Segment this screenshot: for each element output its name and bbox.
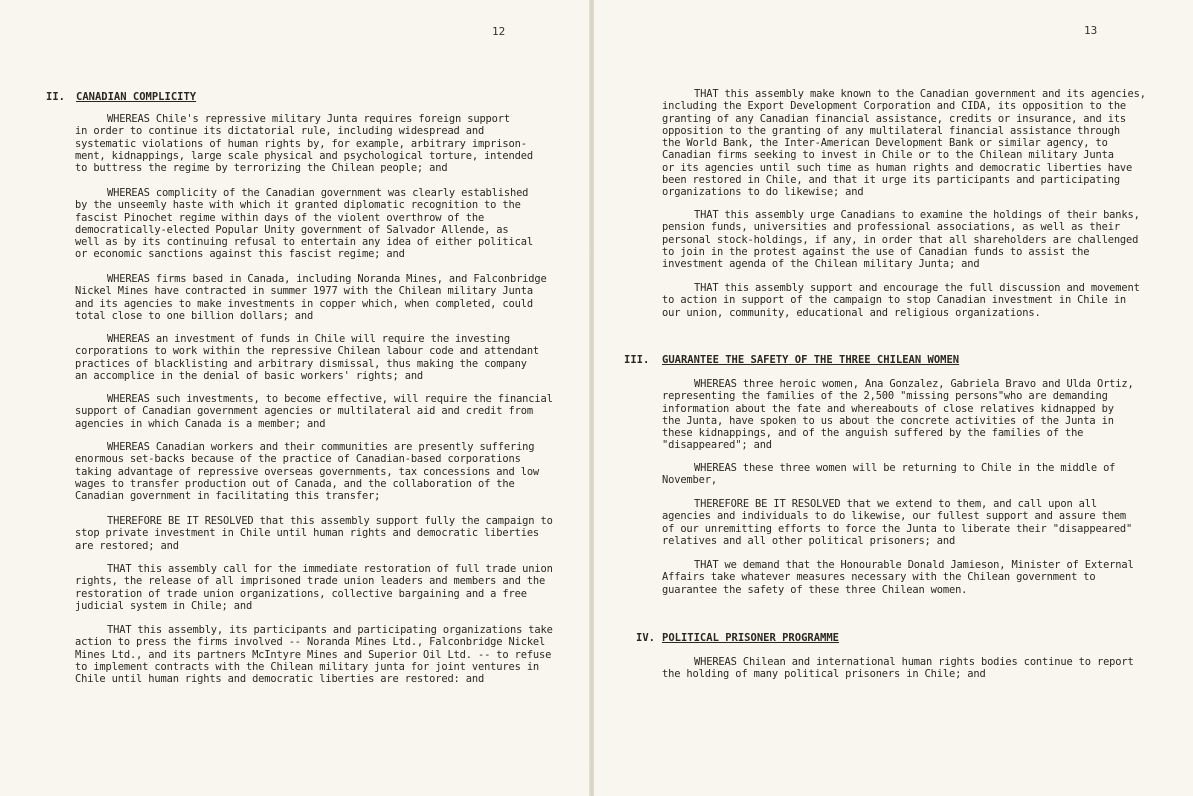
paragraph: [75, 333, 539, 382]
paragraph-line: pension funds, universities and professional associations, as well as their: [662, 221, 1120, 234]
paragraph: [75, 187, 533, 261]
paragraph: [662, 282, 1140, 319]
paragraph-line: November,: [662, 474, 717, 487]
paragraph-line: enormous set-backs because of the practice of Canadian-based corporations: [75, 453, 521, 466]
paragraph: [662, 462, 1115, 487]
paragraph-line: been restored in Chile, and that it urge its participants and participating: [662, 174, 1120, 187]
paragraph-line: fascist Pinochet regime within days of the violent overthrow of the: [75, 211, 485, 224]
section-number: III.: [624, 354, 650, 366]
paragraph-line: systematic violations of human rights by, for example, arbitrary imprison-: [75, 137, 527, 150]
paragraph-line: WHEREAS three heroic women, Ana Gonzalez, Gabriela Bravo and Ulda Ortiz,: [694, 378, 1134, 390]
paragraph-line: ment, kidnappings, large scale physical and psychological torture, intended: [75, 149, 533, 162]
paragraph-line: total close to one billion dollars; and: [75, 309, 314, 322]
paragraph-line: or its agencies until such time as human rights and democratic liberties have: [662, 161, 1133, 174]
paragraph-line: WHEREAS firms based in Canada, including Noranda Mines, and Falconbridge: [107, 273, 547, 285]
paragraph-line: to join in the protest against the use of Canadian funds to assist the: [662, 245, 1090, 258]
section-heading-ii: [46, 91, 196, 103]
paragraph-line: THAT this assembly make known to the Canadian government and its agencies,: [694, 88, 1146, 100]
paragraph-line: to action in support of the campaign to stop Canadian investment in Chile in: [662, 294, 1127, 307]
paragraph-line: THAT this assembly support and encourage the full discussion and movement: [694, 282, 1140, 294]
paragraph-line: agencies in which Canada is a member; and: [75, 417, 326, 430]
paragraph-line: to buttress the regime by terrorizing the Chilean people; and: [75, 162, 448, 175]
paragraph-line: granting of any Canadian financial assistance, credits or insurance, and its: [662, 112, 1127, 125]
paragraph-line: the Junta, have spoken to us about the concrete activities of the Junta in: [662, 414, 1114, 427]
paragraph-line: the World Bank, the Inter-American Development Bank or similar agency, to: [662, 137, 1108, 150]
page-number-left: 12: [492, 25, 506, 38]
paragraph-line: the holding of many political prisoners in Chile; and: [662, 668, 986, 681]
paragraph-line: to implement contracts with the Chilean military junta for joint ventures in: [75, 660, 540, 673]
paragraph-line: WHEREAS such investments, to become effective, will require the financial: [107, 393, 553, 405]
paragraph: [75, 624, 553, 685]
paragraph-line: THAT this assembly, its participants and participating organizations take: [107, 624, 553, 636]
paragraph-line: Canadian firms seeking to invest in Chile or to the Chilean military Junta: [662, 149, 1114, 162]
paragraph-line: opposition to the granting of any multilateral financial assistance through: [662, 124, 1120, 137]
paragraph-line: Mines Ltd., and its partners McIntyre Mines and Superior Oil Ltd. -- to refuse: [75, 648, 552, 661]
paragraph-line: relatives and all other political prisoners; and: [662, 534, 956, 547]
paragraph-line: practices of blacklisting and arbitrary dismissal, thus making the company: [75, 357, 527, 370]
paragraph-line: "disappeared"; and: [662, 439, 772, 452]
paragraph: [75, 273, 547, 322]
paragraph-line: an accomplice in the denial of basic workers' rights; and: [75, 369, 424, 382]
paragraph-line: THEREFORE BE IT RESOLVED that we extend to them, and call upon all: [694, 498, 1097, 510]
paragraph-line: WHEREAS Chile's repressive military Junta requires foreign support: [107, 113, 510, 125]
paragraph-line: THAT this assembly call for the immediate restoration of full trade union: [107, 563, 553, 575]
paragraph-line: including the Export Development Corporation and CIDA, its opposition to the: [662, 100, 1127, 113]
paragraph-line: WHEREAS complicity of the Canadian government was clearly established: [107, 187, 529, 199]
paragraph-line: Nickel Mines have contracted in summer 1977 with the Chilean military Junta: [75, 285, 533, 298]
paragraph: [75, 393, 553, 430]
section-title: GUARANTEE THE SAFETY OF THE THREE CHILEAN WOMEN: [662, 354, 960, 366]
paragraph-line: these kidnappings, and of the anguish suffered by the families of the: [662, 427, 1084, 440]
paragraph-line: Chile until human rights and democratic liberties are restored: and: [75, 673, 485, 686]
section-heading-iv: [636, 632, 839, 644]
paragraph-line: by the unseemly haste with which it granted diplomatic recognition to the: [75, 199, 521, 212]
paragraph-line: personal stock-holdings, if any, in order that all shareholders are challenged: [662, 233, 1139, 246]
paragraph-line: representing the families of the 2,500 "missing persons"who are demanding: [662, 390, 1108, 403]
paragraph-line: agencies and individuals to do likewise, our fullest support and assure them: [662, 510, 1127, 523]
paragraph: [75, 563, 553, 612]
section-title: POLITICAL PRISONER PROGRAMME: [662, 632, 840, 644]
paragraph: [662, 559, 1134, 596]
paragraph-line: or economic sanctions against this fascist regime; and: [75, 248, 405, 261]
paragraph-line: democratically-elected Popular Unity government of Salvador Allende, as: [75, 223, 509, 236]
paragraph-line: wages to transfer production out of Canada, and the collaboration of the: [75, 477, 515, 490]
paragraph-line: judicial system in Chile; and: [75, 599, 253, 612]
paragraph: [662, 209, 1140, 270]
paragraph-line: are restored; and: [75, 539, 179, 552]
paragraph-line: in order to continue its dictatorial rule, including widespread and: [75, 125, 485, 138]
paragraph-line: our union, community, educational and religious organizations.: [662, 306, 1041, 319]
paragraph: [662, 498, 1132, 547]
paragraph-line: THEREFORE BE IT RESOLVED that this assembly support fully the campaign to: [107, 515, 553, 527]
section-heading-iii: [624, 354, 959, 366]
paragraph-line: Affairs take whatever measures necessary with the Chilean government to: [662, 571, 1096, 584]
paragraph-line: WHEREAS an investment of funds in Chile will require the investing: [107, 333, 510, 345]
paragraph-line: and its agencies to make investments in copper which, when completed, could: [75, 297, 533, 310]
paragraph: [662, 88, 1146, 199]
section-number: IV.: [636, 632, 655, 644]
page-number-right: 13: [1084, 24, 1098, 37]
paragraph-line: WHEREAS these three women will be returning to Chile in the middle of: [694, 462, 1116, 474]
section-number: II.: [46, 91, 65, 103]
paragraph: [75, 515, 553, 552]
paragraph-line: well as by its continuing refusal to entertain any idea of either political: [75, 236, 533, 249]
paragraph: [662, 378, 1134, 452]
paragraph-line: THAT this assembly urge Canadians to examine the holdings of their banks,: [694, 209, 1140, 221]
paragraph: [75, 113, 533, 174]
paragraph-line: WHEREAS Canadian workers and their communities are presently suffering: [107, 441, 535, 453]
paragraph-line: WHEREAS Chilean and international human rights bodies continue to report: [694, 656, 1134, 668]
paragraph-line: THAT we demand that the Honourable Donald Jamieson, Minister of External: [694, 559, 1134, 571]
paragraph-line: stop private investment in Chile until human rights and democratic liberties: [75, 527, 540, 540]
paragraph-line: information about the fate and whereabouts of close relatives kidnapped by: [662, 402, 1114, 415]
paragraph: [75, 441, 539, 502]
paragraph-line: rights, the release of all imprisoned trade union leaders and members and the: [75, 575, 546, 588]
paragraph-line: corporations to work within the repressive Chilean labour code and attendant: [75, 345, 540, 358]
paragraph-line: organizations to do likewise; and: [662, 186, 864, 199]
paragraph-line: Canadian government in facilitating this transfer;: [75, 490, 381, 503]
section-title: CANADIAN COMPLICITY: [76, 91, 197, 103]
paragraph-line: guarantee the safety of these three Chilean women.: [662, 583, 968, 596]
paragraph: [662, 656, 1134, 681]
paragraph-line: investment agenda of the Chilean military Junta; and: [662, 258, 980, 271]
paragraph-line: support of Canadian government agencies or multilateral aid and credit from: [75, 405, 533, 418]
paragraph-line: action to press the firms involved -- Noranda Mines Ltd., Falconbridge Nickel: [75, 636, 546, 649]
paragraph-line: restoration of trade union organizations, collective bargaining and a free: [75, 587, 527, 600]
paragraph-line: taking advantage of repressive overseas governments, tax concessions and low: [75, 465, 540, 478]
paragraph-line: of our unremitting efforts to force the Junta to liberate their "disappeared": [662, 522, 1133, 535]
